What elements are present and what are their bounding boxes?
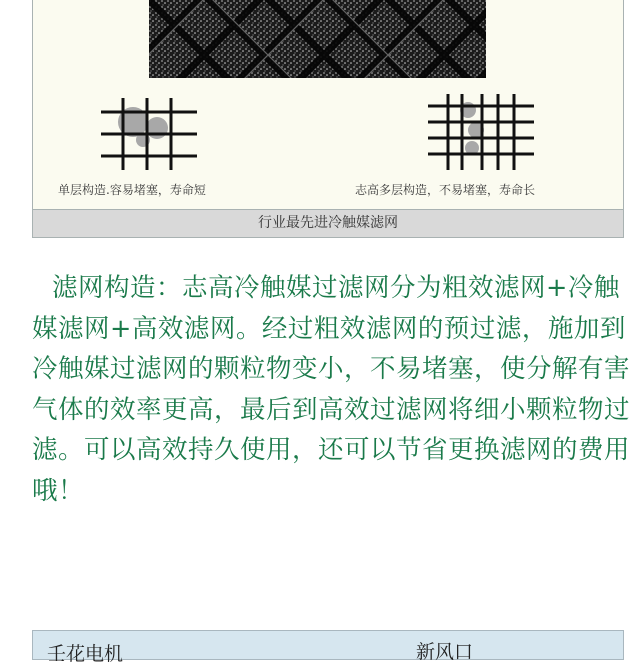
next-section-right-label: 新风口 xyxy=(416,641,474,663)
filter-description-paragraph: 滤网构造：志高冷触媒过滤网分为粗效滤网+冷触媒滤网+高效滤网。经过粗效滤网的预过滤，施加到冷触媒过滤网的颗粒物变小，不易堵塞，使分解有害气体的效率更高，最后到高效过滤网将细小颗粒物过滤。可以高效持久使用，还可以节省更换滤网的费用哦！ xyxy=(32,273,631,506)
figure-footer-caption: 行业最先进冷触媒滤网 xyxy=(33,209,623,237)
next-section-header xyxy=(32,630,624,665)
mesh-texture xyxy=(149,0,486,78)
single-layer-mesh-icon xyxy=(99,96,199,172)
caption-multi-layer: 志高多层构造，不易堵塞，寿命长 xyxy=(355,183,536,197)
filter-figure xyxy=(32,0,624,238)
filter-mesh-photo xyxy=(149,0,486,78)
caption-single-layer: 单层构造.容易堵塞，寿命短 xyxy=(58,183,206,197)
next-section-left-label: 壬花电机 xyxy=(47,643,124,665)
multi-layer-mesh-icon xyxy=(426,92,536,172)
